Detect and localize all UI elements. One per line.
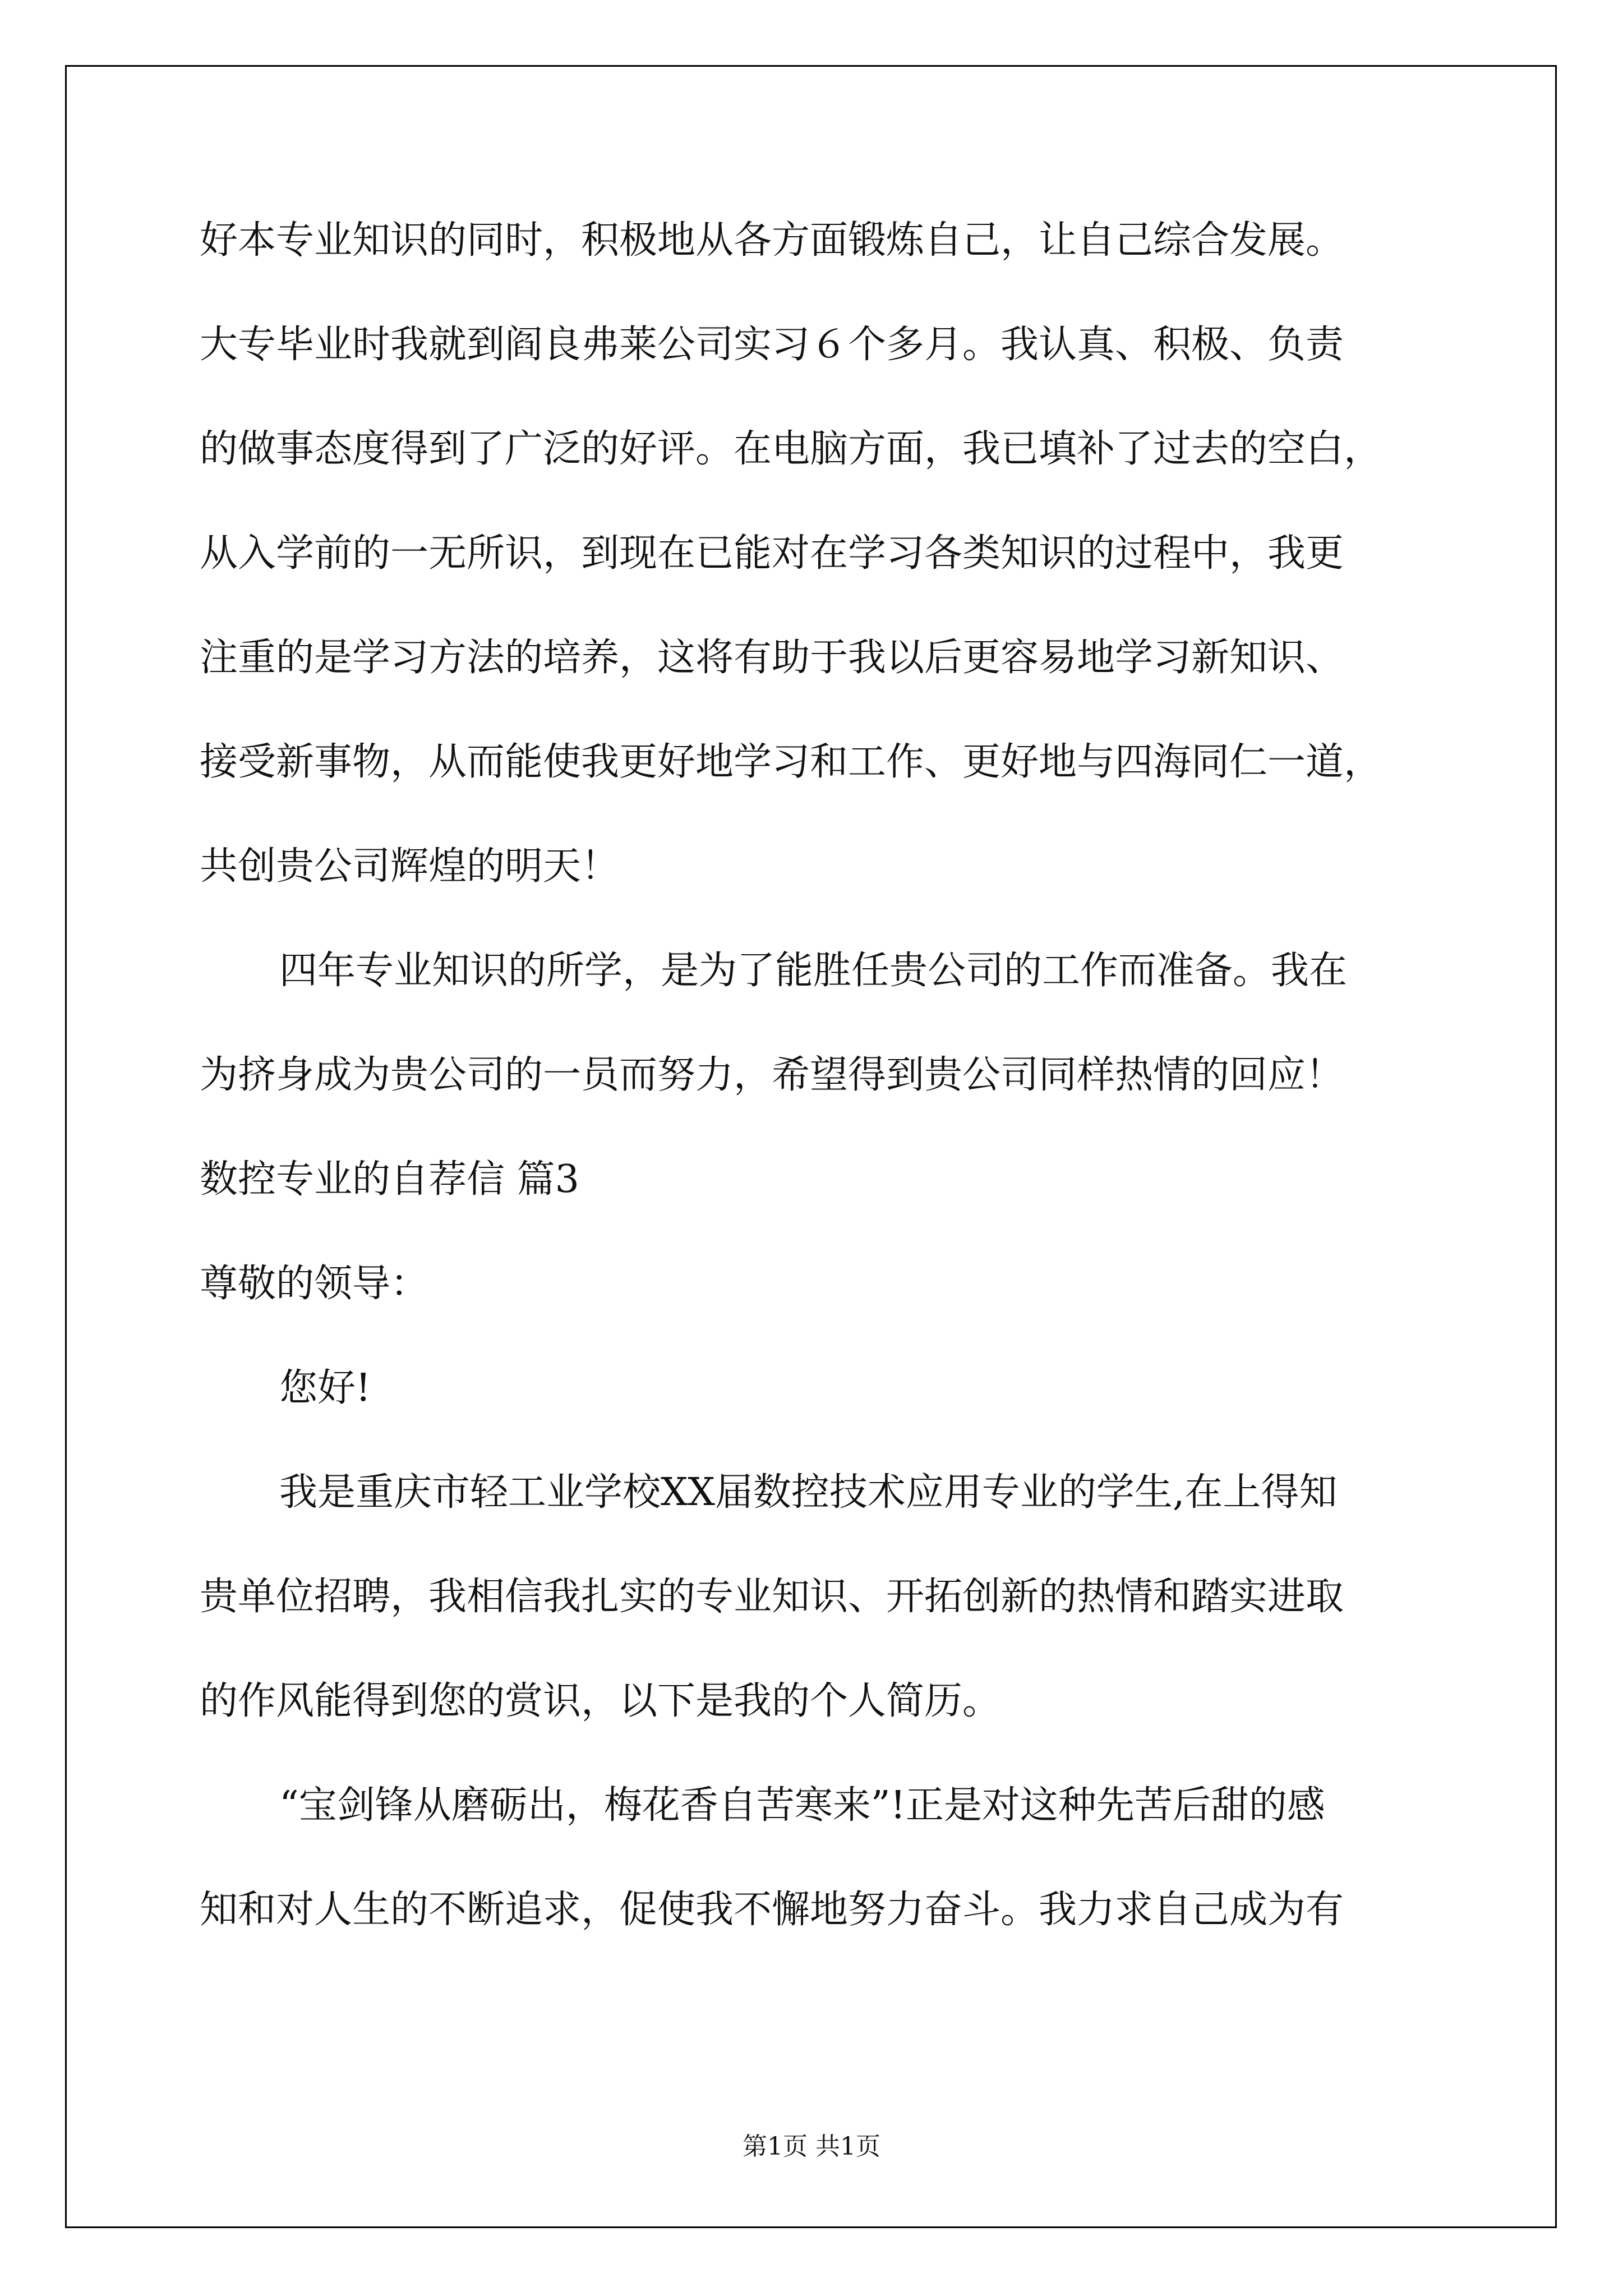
text-line: 知和对人生的不断追求，促使我不懈地努力奋斗。我力求自己成为有 [200,1888,1344,1932]
text-line: 从入学前的一无所识，到现在已能对在学习各类知识的过程中，我更 [200,531,1344,576]
document-body [200,188,1433,1962]
greeting: 您好! [279,1366,371,1410]
text-line: 为挤身成为贵公司的一员而努力，希望得到贵公司同样热情的回应！ [200,1053,1344,1097]
salutation: 尊敬的领导： [200,1262,429,1306]
text-line: 好本专业知识的同时，积极地从各方面锻炼自己，让自己综合发展。 [200,218,1344,263]
text-line: 大专毕业时我就到阎良弗莱公司实习６个多月。我认真、积极、负责 [200,323,1344,367]
text-line: 注重的是学习方法的培养，这将有助于我以后更容易地学习新知识、 [200,636,1344,680]
text-line: 贵单位招聘，我相信我扎实的专业知识、开拓创新的热情和踏实进取 [200,1575,1344,1619]
text-line: 四年专业知识的所学，是为了能胜任贵公司的工作而准备。我在 [279,949,1348,993]
text-line: 的作风能得到您的赏识，以下是我的个人简历。 [200,1679,1001,1723]
text-line: “宝剑锋从磨砺出，梅花香自苦寒来”!正是对这种先苦后甜的感 [279,1783,1325,1828]
page-footer: 第1页 共1页 [743,2132,880,2161]
text-line: 的做事态度得到了广泛的好评。在电脑方面，我已填补了过去的空白， [200,427,1382,471]
text-line: 我是重庆市轻工业学校XX届数控技术应用专业的学生,在上得知 [279,1470,1338,1515]
section-heading: 数控专业的自荐信 篇3 [200,1157,579,1202]
text-line: 接受新事物，从而能使我更好地学习和工作、更好地与四海同仁一道， [200,740,1382,784]
text-line: 共创贵公司辉煌的明天！ [200,844,620,889]
